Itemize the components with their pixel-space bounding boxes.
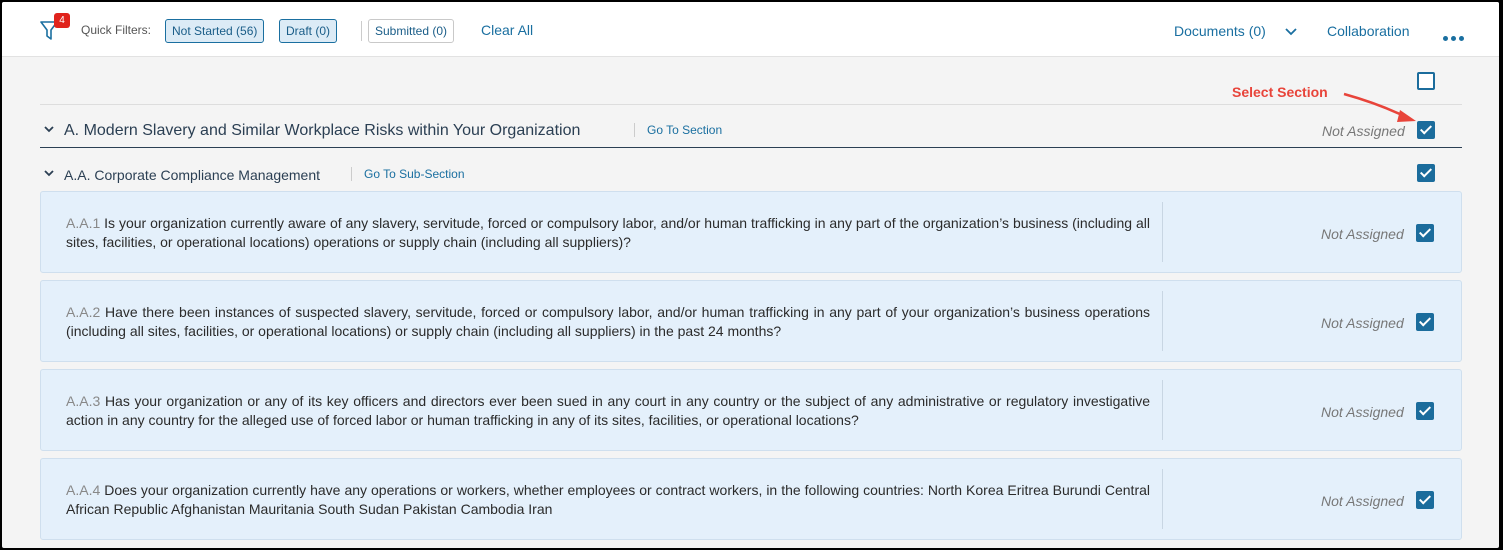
- quick-filter-toolbar: [2, 2, 1499, 57]
- question-body: Does your organization currently have any operations or workers, whether employees or contract workers, in the following countries: North Korea Eritrea Burundi Central African Republic Afghanistan Mauritania South Sudan Pakistan Cambodia Iran: [66, 482, 1151, 517]
- separator: [351, 167, 352, 181]
- question-number: A.A.4: [66, 482, 101, 498]
- question-number: A.A.3: [66, 393, 101, 409]
- app-frame: [2, 2, 1499, 548]
- question-assignment-status: Not Assigned: [1321, 404, 1404, 420]
- subsection-checkbox[interactable]: [1417, 164, 1435, 182]
- subsection-title: A.A. Corporate Compliance Management: [64, 167, 321, 183]
- section-collapse-chevron-icon[interactable]: [43, 123, 55, 135]
- question-text: [66, 481, 1150, 519]
- divider: [1162, 202, 1163, 262]
- select-all-checkbox[interactable]: [1417, 72, 1435, 90]
- section-checkbox[interactable]: [1417, 121, 1435, 139]
- question-body: Is your organization currently aware of any slavery, servitude, forced or compulsory labor, and/or human trafficking in any part of the organization’s business (including all sites, facilities, or operational locations) operations or supply chain (including all suppliers)?: [66, 215, 1150, 250]
- clear-all-link[interactable]: Clear All: [481, 22, 534, 38]
- section-title: A. Modern Slavery and Similar Workplace Risks within Your Organization: [64, 122, 581, 139]
- question-row: [40, 369, 1462, 451]
- annotation-arrow-icon: [1340, 90, 1420, 126]
- filter-chip-submitted[interactable]: Submitted (0): [368, 19, 454, 43]
- section-assignment-status: Not Assigned: [1322, 123, 1405, 139]
- filter-chip-draft[interactable]: Draft (0): [279, 19, 337, 43]
- divider: [1162, 291, 1163, 351]
- question-checkbox[interactable]: [1416, 402, 1434, 420]
- question-body: Has your organization or any of its key officers and directors ever been sued in any court in any country or the subject of any administrative or regulatory investigative action in any country for the alleged use of forced labor or human trafficking in any of its sites, facilities, or operational locations?: [66, 393, 1151, 428]
- question-checkbox[interactable]: [1416, 491, 1434, 509]
- question-assignment-status: Not Assigned: [1321, 493, 1404, 509]
- question-number: A.A.2: [66, 304, 101, 320]
- select-section-annotation: Select Section: [1232, 84, 1328, 100]
- filter-divider: [361, 21, 362, 41]
- question-body: Have there been instances of suspected slavery, servitude, forced or compulsory labor, and/or human trafficking in any part of your organization’s business operations (including all sites, facilities, or operational locations) or supply chain (including all suppliers) in the past 24 months?: [66, 304, 1150, 339]
- separator: [634, 123, 635, 137]
- divider: [1162, 469, 1163, 529]
- divider: [1162, 380, 1163, 440]
- question-text: [66, 392, 1150, 430]
- filter-chip-not-started[interactable]: Not Started (56): [165, 19, 264, 43]
- question-assignment-status: Not Assigned: [1321, 226, 1404, 242]
- quick-filters-label: Quick Filters:: [81, 23, 152, 37]
- question-checkbox[interactable]: [1416, 224, 1434, 242]
- question-text: [66, 303, 1150, 341]
- question-checkbox[interactable]: [1416, 313, 1434, 331]
- collaboration-link[interactable]: Collaboration: [1327, 23, 1410, 39]
- question-text: [66, 214, 1150, 252]
- question-row: [40, 458, 1462, 540]
- chevron-down-icon[interactable]: [1284, 24, 1298, 38]
- question-row: [40, 191, 1462, 273]
- question-assignment-status: Not Assigned: [1321, 315, 1404, 331]
- divider: [40, 104, 1462, 105]
- section-rule: [40, 147, 1462, 148]
- go-to-section-link[interactable]: Go To Section: [647, 123, 723, 137]
- go-to-subsection-link[interactable]: Go To Sub-Section: [364, 167, 465, 181]
- documents-dropdown[interactable]: Documents (0): [1174, 23, 1266, 39]
- filter-count-badge: 4: [54, 13, 70, 28]
- question-row: [40, 280, 1462, 362]
- subsection-collapse-chevron-icon[interactable]: [43, 167, 55, 179]
- more-options-icon[interactable]: [1443, 28, 1467, 34]
- question-number: A.A.1: [66, 215, 101, 231]
